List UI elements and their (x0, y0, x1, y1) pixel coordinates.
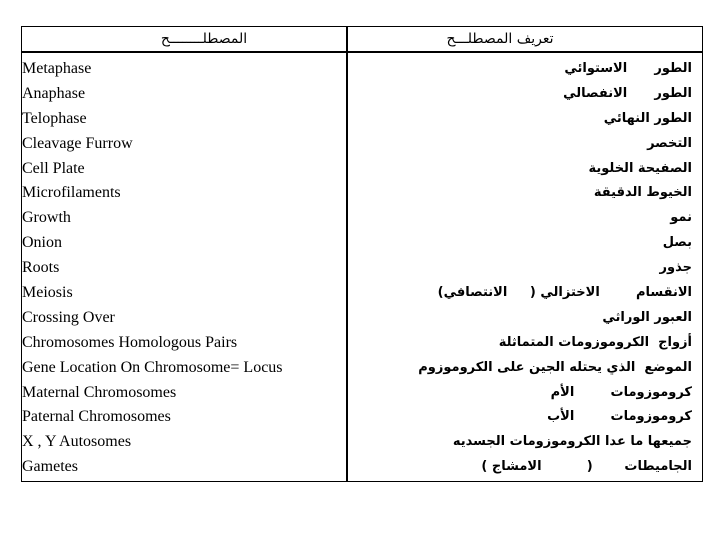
term-en: Meiosis (22, 284, 73, 302)
term-en: Onion (22, 234, 62, 252)
glossary-table (21, 26, 703, 482)
term-ar: الخيوط الدقيقة (593, 185, 692, 201)
term-ar: نمو (670, 210, 692, 226)
term-en: Gametes (22, 458, 78, 476)
term-en: Crossing Over (22, 308, 115, 326)
term-en: Chromosomes Homologous Pairs (22, 333, 238, 351)
term-en: Metaphase (22, 60, 92, 77)
term-ar: الطور الاستوائي (564, 61, 692, 76)
term-en: Cell Plate (22, 159, 85, 177)
term-ar: كروموزومات الأم (550, 384, 692, 400)
term-ar: أزواج الكروموزومات المتماثلة (498, 334, 692, 350)
english-terms-column (22, 57, 344, 480)
term-ar: الموضع الذي يحتله الجين على الكروموزوم (418, 359, 692, 375)
term-ar: جذور (659, 260, 692, 276)
term-en: X , Y Autosomes (22, 433, 132, 451)
term-en: Telophase (22, 109, 87, 127)
definition-header: تعريف المصطلـــح (446, 31, 554, 47)
term-en: Paternal Chromosomes (22, 408, 171, 426)
term-en: Maternal Chromosomes (22, 383, 177, 401)
term-en: Microfilaments (22, 184, 121, 202)
term-ar: الطور النهائي (603, 110, 692, 126)
term-ar: الصفيحة الخلوية (588, 160, 692, 176)
term-en: Roots (22, 259, 60, 277)
term-header: المصطلــــــــح (160, 31, 248, 47)
term-ar: الانقسام الاختزالي ( الانتصافي) (437, 285, 692, 301)
term-ar: العبور الوراثي (602, 309, 692, 325)
term-ar: الطور الانفصالي (563, 85, 692, 101)
term-ar: الجاميطات ( الامشاج ) (481, 459, 692, 475)
term-ar: التخصر (647, 135, 692, 151)
term-en: Cleavage Furrow (22, 134, 133, 152)
term-en: Growth (22, 209, 71, 227)
arabic-definitions-column (348, 57, 698, 480)
term-en: Gene Location On Chromosome= Locus (22, 358, 283, 376)
term-ar: جميعها ما عدا الكروموزومات الجسديه (452, 434, 692, 450)
term-ar: كروموزومات الأب (547, 409, 692, 425)
header-divider (22, 51, 702, 53)
term-en: Anaphase (22, 84, 86, 102)
term-ar: بصل (662, 235, 692, 251)
